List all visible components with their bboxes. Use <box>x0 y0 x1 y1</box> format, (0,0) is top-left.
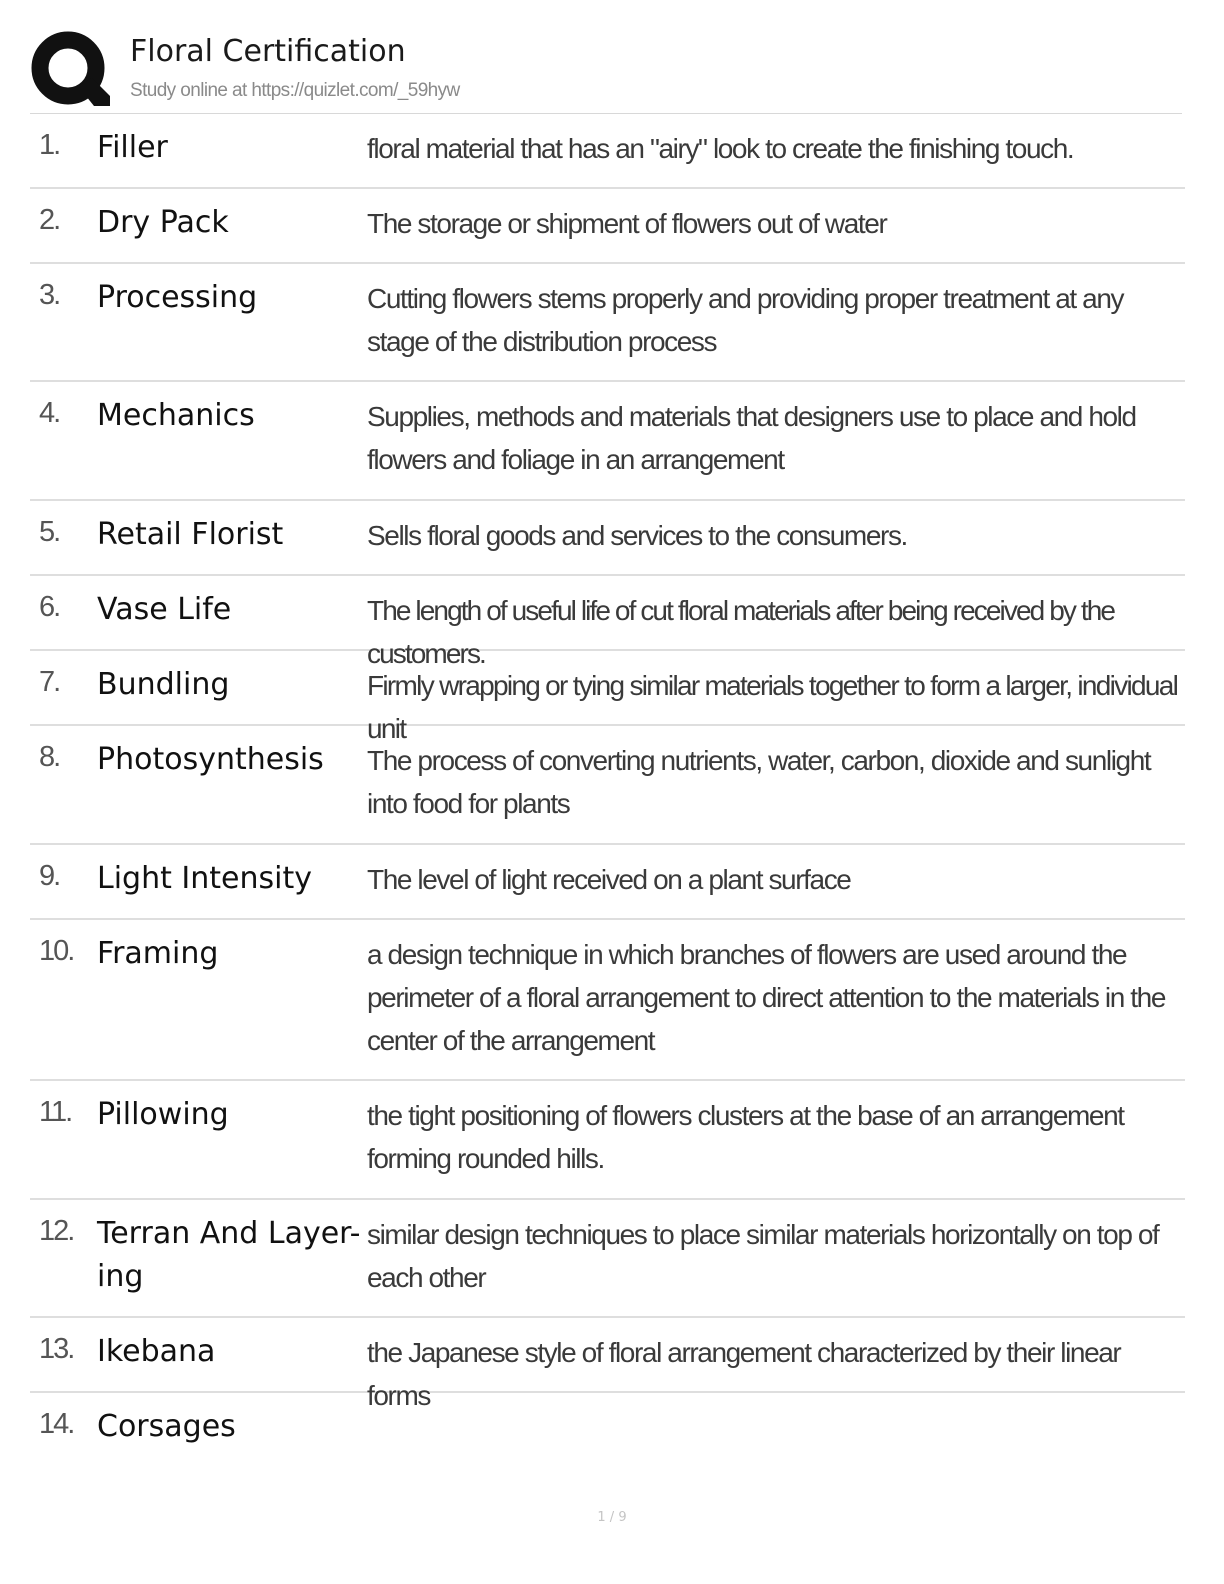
term-word: Light Intensity <box>97 861 312 896</box>
term-word: Terran And Layer-ing <box>97 1216 361 1294</box>
page-title: Floral Certification <box>130 34 406 69</box>
term-number: 7. <box>39 666 60 698</box>
term-row <box>30 920 1185 1081</box>
term-word: Corsages <box>97 1409 236 1444</box>
term-word: Dry Pack <box>97 205 229 240</box>
term-definition: Cutting flowers stems properly and providing proper treatment at any stage of the distribution process <box>367 283 1124 357</box>
term-definition: the tight positioning of flowers clusters at the base of an arrangement forming rounded hills. <box>367 1100 1124 1174</box>
term-number: 3. <box>39 279 60 311</box>
page-header <box>30 28 1180 112</box>
term-number: 6. <box>39 591 60 623</box>
term-word: Photosynthesis <box>97 742 324 777</box>
term-word: Vase Life <box>97 592 232 627</box>
term-word: Retail Florist <box>97 517 284 552</box>
term-number: 5. <box>39 516 60 548</box>
study-link[interactable]: Study online at https://quizlet.com/_59hyw <box>130 80 460 101</box>
term-row <box>30 501 1185 576</box>
term-row <box>30 651 1185 744</box>
term-word: Processing <box>97 280 258 315</box>
term-definition: The storage or shipment of flowers out of water <box>367 208 887 239</box>
term-definition: Sells floral goods and services to the consumers. <box>367 520 907 551</box>
term-row <box>30 189 1185 264</box>
term-definition: Firmly wrapping or tying similar materials together to form a larger, individual unit <box>367 670 1178 744</box>
term-number: 2. <box>39 204 60 236</box>
term-word: Bundling <box>97 667 230 702</box>
term-definition: the Japanese style of floral arrangement characterized by their linear forms <box>367 1337 1121 1411</box>
term-number: 8. <box>39 741 60 773</box>
term-number: 1. <box>39 129 60 161</box>
term-word: Pillowing <box>97 1097 229 1132</box>
term-definition: The process of converting nutrients, water, carbon, dioxide and sunlight into food for plants <box>367 745 1151 819</box>
term-row <box>30 726 1185 845</box>
term-row <box>30 1393 1185 1466</box>
term-row <box>30 1200 1185 1318</box>
page-number: 1 / 9 <box>597 1510 627 1525</box>
quizlet-logo-icon <box>30 30 110 110</box>
term-row <box>30 576 1185 669</box>
term-definition: Supplies, methods and materials that designers use to place and hold flowers and foliage in an arrangement <box>367 401 1136 475</box>
term-number: 9. <box>39 860 60 892</box>
term-number: 4. <box>39 397 60 429</box>
term-number: 12. <box>39 1215 74 1247</box>
term-row <box>30 114 1185 189</box>
term-word: Mechanics <box>97 398 255 433</box>
term-row <box>30 1081 1185 1200</box>
term-definition: The level of light received on a plant surface <box>367 864 851 895</box>
term-definition: The length of useful life of cut floral materials after being received by the customers. <box>367 595 1115 669</box>
term-number: 14. <box>39 1408 74 1440</box>
term-number: 10. <box>39 935 74 967</box>
term-number: 11. <box>39 1096 72 1128</box>
term-row <box>30 1318 1185 1411</box>
term-word: Filler <box>97 130 168 165</box>
term-word: Framing <box>97 936 219 971</box>
term-word: Ikebana <box>97 1334 216 1369</box>
term-row <box>30 382 1185 501</box>
term-definition: similar design techniques to place similar materials horizontally on top of each other <box>367 1219 1159 1293</box>
term-row <box>30 845 1185 920</box>
term-definition: a design technique in which branches of flowers are used around the perimeter of a floral arrangement to direct attention to the materials in the center of the arrangement <box>367 939 1166 1056</box>
term-row <box>30 264 1185 382</box>
term-list <box>30 114 1185 1466</box>
term-number: 13. <box>39 1333 74 1365</box>
term-definition: floral material that has an "airy" look to create the finishing touch. <box>367 133 1074 164</box>
